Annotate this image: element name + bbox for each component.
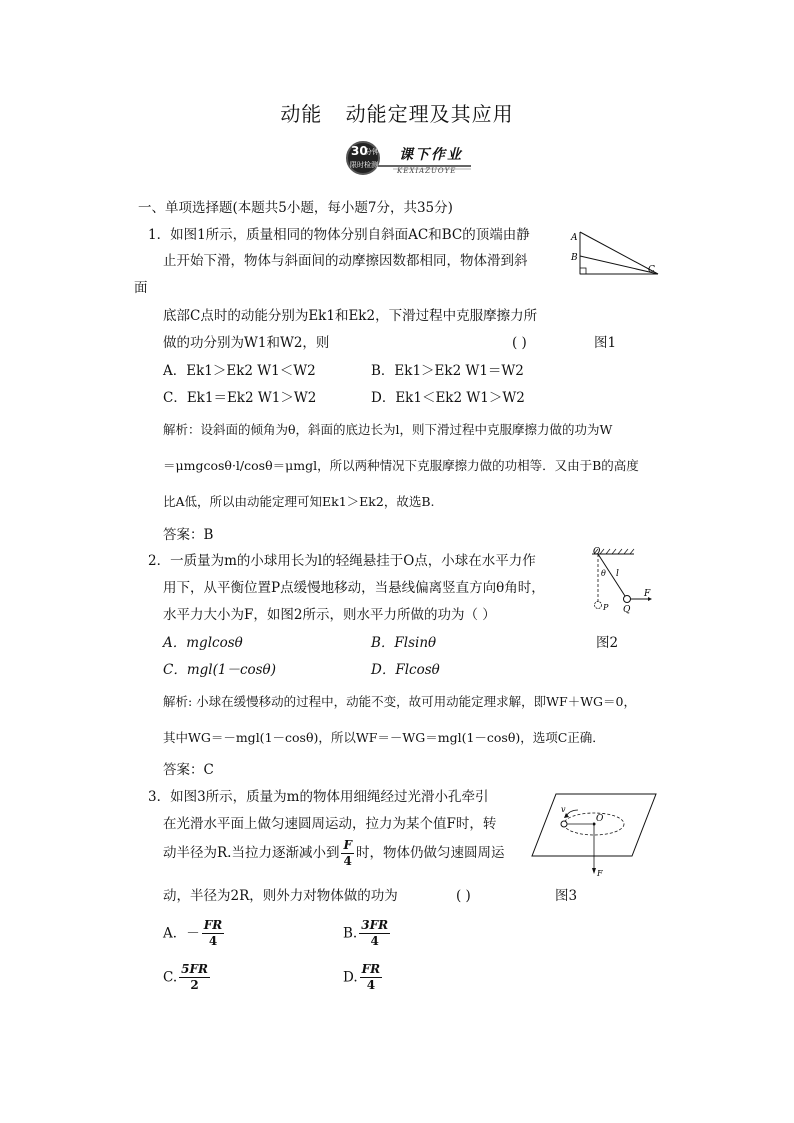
q1-line-4: 底部C点时的动能分别为Ek1和Ek2，下滑过程中克服摩擦力所 xyxy=(163,308,538,324)
q1-option-d: D．Ek1＜Ek2 W1＞W2 xyxy=(371,390,525,406)
title-part-2: 动能定理及其应用 xyxy=(345,102,514,126)
q1-fig-label: 图1 xyxy=(594,335,617,351)
q1-option-b: B．Ek1＞Ek2 W1＝W2 xyxy=(371,363,524,379)
figure-3-circular-motion xyxy=(528,788,660,880)
q3-line-2: 在光滑水平面上做匀速圆周运动，拉力为某个值F时，转 xyxy=(163,816,497,832)
q2-line-2: 用下，从平衡位置P点缓慢地移动，当悬线偏离竖直方向θ角时， xyxy=(163,580,545,596)
q3-bracket: ( ) xyxy=(456,888,471,904)
q3-option-d-label: D. xyxy=(343,969,358,986)
q3-option-a xyxy=(163,918,226,949)
fig3-label-O: O xyxy=(596,814,604,824)
figure-1-incline xyxy=(568,228,664,284)
q3-inline-frac-den: 4 xyxy=(343,854,352,868)
q2-solution-1: 解析: 小球在缓慢移动的过程中，动能不变，故可用动能定理求解，即WF＋WG＝0， xyxy=(163,694,636,709)
q3-line-4: 动，半径为2R，则外力对物体做的功为 xyxy=(163,888,398,904)
q1-solution-2: ＝μmgcosθ·l/cosθ＝μmgl，所以两种情况下克服摩擦力做的功相等．又由于B的高度 xyxy=(163,458,639,473)
q2-solution-2: 其中WG＝－mgl(1－cosθ)，所以WF＝－WG＝mgl(1－cosθ)，选项C正确． xyxy=(163,730,605,745)
fig2-label-P: P xyxy=(603,603,609,612)
q2-line-3: 水平力大小为F，如图2所示，则水平力所做的功为（ ） xyxy=(163,607,496,623)
q3-option-c xyxy=(163,962,212,993)
q3-option-c-label: C. xyxy=(163,969,178,986)
q2-line-1: 2．一质量为m的小球用长为l的轻绳悬挂于O点，小球在水平力作 xyxy=(148,553,536,569)
fig3-label-F: F xyxy=(597,869,603,878)
q3-option-c-num: 5FR xyxy=(181,962,208,976)
fig2-label-F: F xyxy=(644,589,651,599)
banner-cn: 课下作业 xyxy=(399,147,463,163)
q3-line-1: 3．如图3所示，质量为m的物体用细绳经过光滑小孔牵引 xyxy=(148,789,489,805)
banner-pinyin: KEXIAZUOYE xyxy=(397,167,457,175)
q3-option-b-den: 4 xyxy=(370,934,379,948)
q3-option-b xyxy=(343,918,392,949)
q3-option-d-den: 4 xyxy=(366,978,376,992)
q1-option-a: A．Ek1＞Ek2 W1＜W2 xyxy=(163,363,316,379)
q3-fig-label: 图3 xyxy=(555,888,578,904)
q3-option-b-num: 3FR xyxy=(361,918,389,932)
fig1-label-B: B xyxy=(571,253,578,263)
badge-sub: 限时检测 xyxy=(350,161,378,169)
q3-option-d-num: FR xyxy=(361,962,381,976)
q3-inline-fraction xyxy=(341,838,354,869)
q1-solution-3: 比A低，所以由动能定理可知Ek1＞Ek2，故选B. xyxy=(163,494,435,509)
q1-line-3: 面 xyxy=(134,280,148,296)
fig2-label-Q: Q xyxy=(623,605,631,615)
fig1-label-A: A xyxy=(571,233,578,243)
q3-option-d xyxy=(343,962,384,993)
q3-option-a-label: A．－ xyxy=(163,925,200,942)
q3-option-b-label: B. xyxy=(343,925,358,942)
q2-option-c: C．mgl(1－cosθ) xyxy=(163,662,276,678)
q3-option-a-num: FR xyxy=(203,918,223,932)
q2-option-b: B．Flsinθ xyxy=(371,635,437,651)
q2-fig-label: 图2 xyxy=(596,635,619,651)
homework-banner xyxy=(343,140,473,178)
fig2-label-theta: θ xyxy=(601,569,606,578)
q1-line-2: 止开始下滑，物体与斜面间的动摩擦因数都相同，物体滑到斜 xyxy=(163,253,528,269)
q3-inline-frac-num: F xyxy=(343,838,352,852)
q2-option-d: D．Flcosθ xyxy=(371,662,440,678)
q1-solution-1: 解析：设斜面的倾角为θ，斜面的底边长为l，则下滑过程中克服摩擦力做的功为W xyxy=(163,422,613,437)
q1-bracket: ( ) xyxy=(512,335,527,351)
q2-option-a: A．mglcosθ xyxy=(163,635,243,651)
q3-option-c-fraction xyxy=(179,962,210,993)
fig1-label-C: C xyxy=(648,265,655,275)
title-part-1: 动能 xyxy=(280,102,323,126)
fig2-label-l: l xyxy=(616,569,619,579)
badge-unit: 分钟 xyxy=(365,148,379,156)
q3-line-3b: 时，物体仍做匀速圆周运 xyxy=(356,845,505,861)
q3-line-3 xyxy=(163,838,505,869)
page-title xyxy=(0,98,794,127)
fig2-label-O: O xyxy=(593,547,601,557)
fig3-label-v: v xyxy=(561,805,566,814)
q1-option-c: C．Ek1＝Ek2 W1＞W2 xyxy=(163,390,317,406)
q1-line-1: 1．如图1所示，质量相同的物体分别自斜面AC和BC的顶端由静 xyxy=(148,227,530,243)
q3-option-a-den: 4 xyxy=(208,934,218,948)
q3-option-a-fraction xyxy=(202,918,225,949)
q1-answer: 答案：B xyxy=(163,527,214,543)
q1-line-5: 做的功分别为W1和W2，则 xyxy=(163,335,330,351)
q3-option-c-den: 2 xyxy=(190,978,199,992)
figure-2-pendulum xyxy=(586,546,656,618)
q3-line-3a: 动半径为R.当拉力逐渐减小到 xyxy=(163,845,340,861)
q3-option-b-fraction xyxy=(359,918,390,949)
q3-option-d-fraction xyxy=(360,962,383,993)
section-heading: 一、单项选择题(本题共5小题，每小题7分，共35分) xyxy=(138,200,453,216)
badge-number: 30 xyxy=(351,144,368,158)
q2-answer: 答案：C xyxy=(163,762,214,778)
